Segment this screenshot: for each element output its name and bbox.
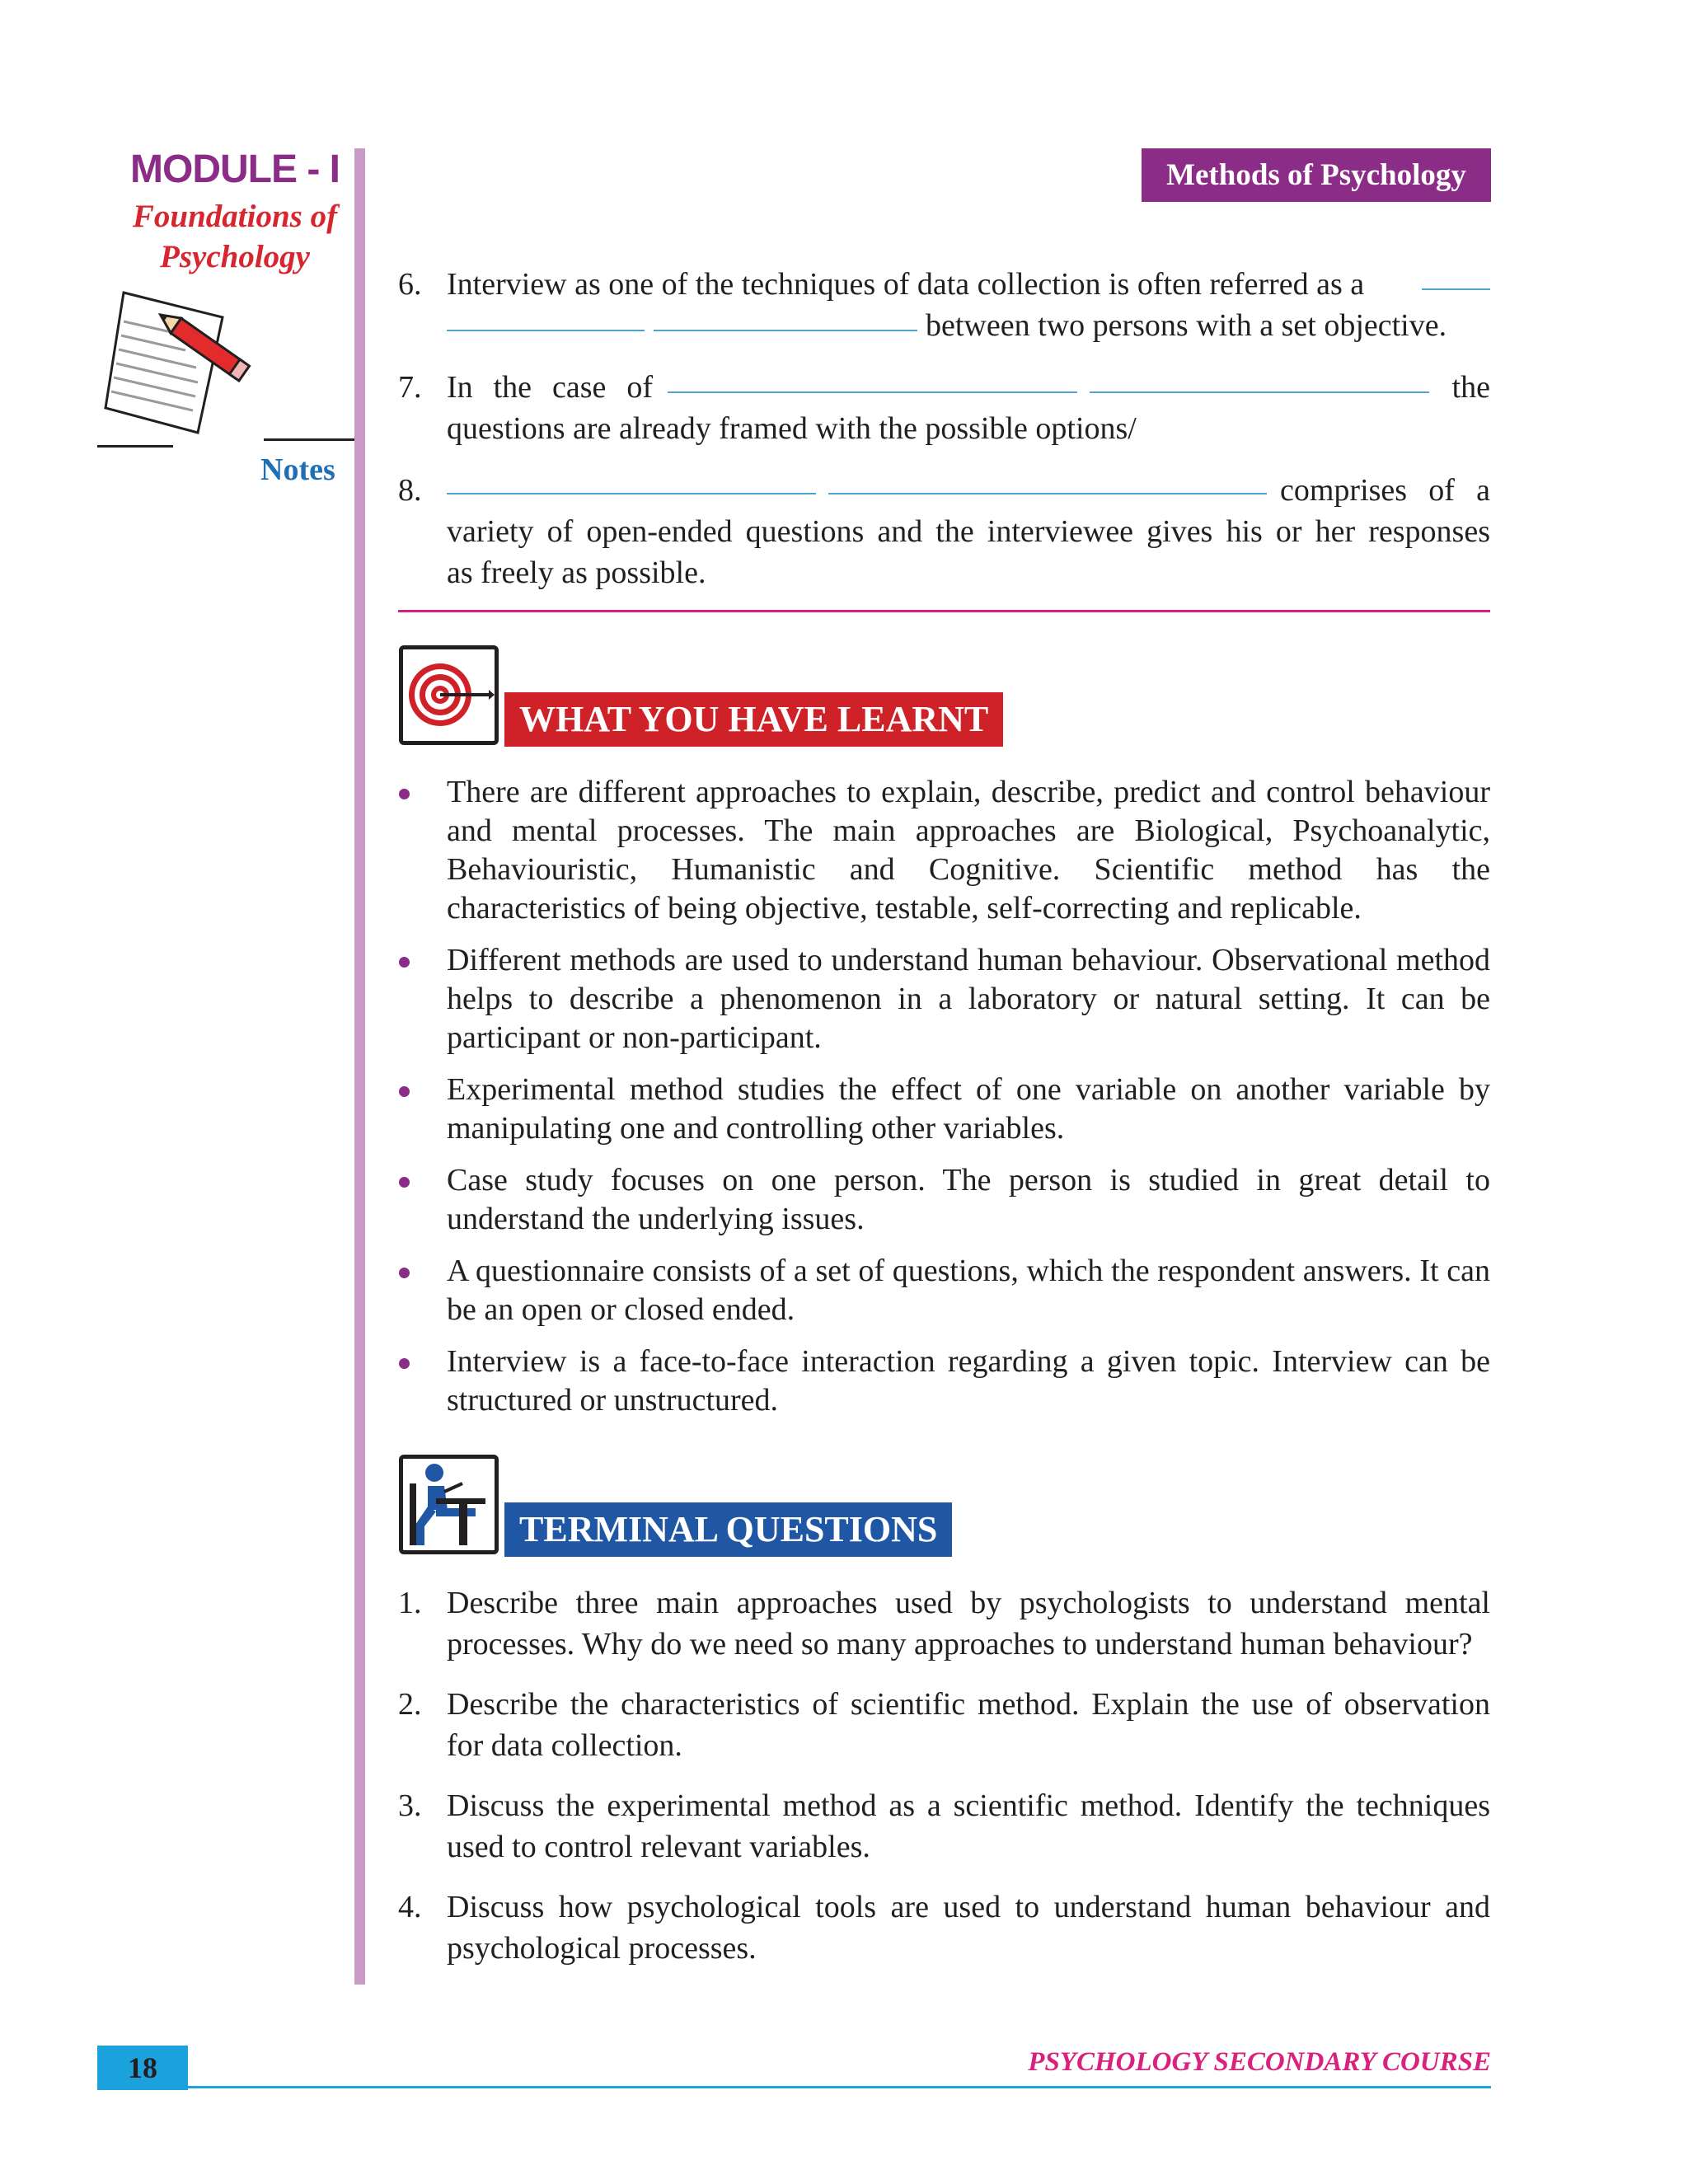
bullet-icon xyxy=(399,1358,410,1369)
terminal-question xyxy=(398,1684,1490,1766)
notes-pencil-icon xyxy=(99,284,264,437)
learnt-item-text: There are different approaches to explain, describe, predict and control behaviour and mental processes. The main approaches are Biological, Psychoanalytic, Behaviouristic, Humanistic and Cognitive. Scientific method has the characteristics of being objective, testable, self-correcting and replicable. xyxy=(447,775,1490,926)
terminal-list xyxy=(398,1582,1490,1969)
question-6-blank-1 xyxy=(1422,288,1490,290)
q8-word-of: of xyxy=(1428,473,1455,508)
subtitle-line-2: Psychology xyxy=(160,239,310,274)
question-6-text-b: between two persons with a set objective. xyxy=(926,308,1447,343)
section-divider xyxy=(398,610,1490,612)
question-7-end: the xyxy=(1451,370,1490,405)
subtitle-line-1: Foundations of xyxy=(132,199,338,234)
terminal-question-text: Describe the characteristics of scientific method. Explain the use of observation for data collection. xyxy=(447,1687,1490,1763)
bullet-icon xyxy=(399,1268,410,1278)
learnt-item-text: Case study focuses on one person. The person is studied in great detail to understand the underlying issues. xyxy=(447,1163,1490,1236)
terminal-question-text: Discuss the experimental method as a scientific method. Identify the techniques used to control relevant variables. xyxy=(447,1788,1490,1864)
question-8-blank-1 xyxy=(447,493,816,494)
terminal-question xyxy=(398,1785,1490,1868)
learnt-item xyxy=(447,1161,1490,1239)
question-7-num: 7. xyxy=(398,370,422,405)
learnt-item-text: Different methods are used to understand human behaviour. Observational method helps to describe a phenomenon in a laboratory or natural setting. It can be participant or non-participant. xyxy=(447,943,1490,1055)
terminal-question-text: Describe three main approaches used by psychologists to understand mental processes. Why do we need so many approaches to understand human behaviour? xyxy=(447,1586,1490,1661)
bullet-icon xyxy=(399,957,410,968)
terminal-icon-box xyxy=(399,1455,499,1554)
course-title: PSYCHOLOGY SECONDARY COURSE xyxy=(1028,2047,1491,2077)
bullet-icon xyxy=(399,1086,410,1097)
notes-label: Notes xyxy=(260,452,335,487)
student-writing-icon xyxy=(403,1459,495,1550)
module-subtitle xyxy=(99,196,371,277)
q7-word-in: In xyxy=(447,370,473,405)
question-6-blank-3 xyxy=(654,330,917,331)
question-6-text-a: Interview as one of the techniques of data collection is often referred as a xyxy=(447,267,1365,302)
terminal-question-text: Discuss how psychological tools are used to understand human behaviour and psychological processes. xyxy=(447,1890,1490,1966)
bullet-icon xyxy=(399,1177,410,1188)
learnt-item xyxy=(447,1343,1490,1420)
question-8-text-b: variety of open-ended questions and the interviewee gives his or her responses xyxy=(447,514,1490,549)
terminal-question xyxy=(398,1886,1490,1969)
question-8-blank-2 xyxy=(828,493,1267,494)
question-6-blank-2 xyxy=(447,330,645,331)
q7-word-case: case xyxy=(552,370,607,405)
terminal-question xyxy=(398,1582,1490,1665)
terminal-question-num: 1. xyxy=(398,1586,422,1620)
learnt-list xyxy=(447,773,1490,1420)
terminal-question-num: 3. xyxy=(398,1788,422,1823)
terminal-heading: TERMINAL QUESTIONS xyxy=(504,1502,952,1557)
notes-rule-right xyxy=(264,438,359,441)
question-7-blank-2 xyxy=(1090,391,1429,393)
question-8-num: 8. xyxy=(398,473,422,508)
question-7-blank-1 xyxy=(668,391,1077,393)
q8-word-a: a xyxy=(1476,473,1490,508)
q7-word-the: the xyxy=(493,370,532,405)
learnt-item xyxy=(447,1071,1490,1148)
question-6-num: 6. xyxy=(398,267,422,302)
terminal-question-num: 4. xyxy=(398,1890,422,1924)
question-8-text-c: as freely as possible. xyxy=(447,555,706,590)
learnt-item-text: A questionnaire consists of a set of questions, which the respondent answers. It can be an open or closed ended. xyxy=(447,1254,1490,1327)
question-7-text-b: questions are already framed with the possible options/ xyxy=(447,411,1137,446)
learnt-heading: WHAT YOU HAVE LEARNT xyxy=(504,692,1003,747)
bullet-icon xyxy=(399,789,410,799)
learnt-item-text: Experimental method studies the effect of one variable on another variable by manipulating one and controlling other variables. xyxy=(447,1072,1490,1146)
learnt-item xyxy=(447,941,1490,1057)
learnt-item xyxy=(447,773,1490,928)
page-number: 18 xyxy=(97,2046,188,2090)
learnt-icon-box xyxy=(399,645,499,745)
learnt-item-text: Interview is a face-to-face interaction regarding a given topic. Interview can be structured or unstructured. xyxy=(447,1344,1490,1418)
chapter-tag: Methods of Psychology xyxy=(1142,148,1491,202)
learnt-item xyxy=(447,1252,1490,1329)
q8-word-comprises: comprises xyxy=(1280,473,1408,508)
question-8-intro xyxy=(1280,470,1490,511)
module-label: MODULE - I xyxy=(130,148,340,191)
notes-rule-left xyxy=(97,445,173,448)
terminal-question-num: 2. xyxy=(398,1687,422,1722)
question-7-intro xyxy=(447,367,653,408)
target-icon xyxy=(403,649,495,741)
margin-divider xyxy=(354,148,365,1985)
q7-word-of: of xyxy=(626,370,653,405)
footer-rule xyxy=(188,2086,1491,2088)
